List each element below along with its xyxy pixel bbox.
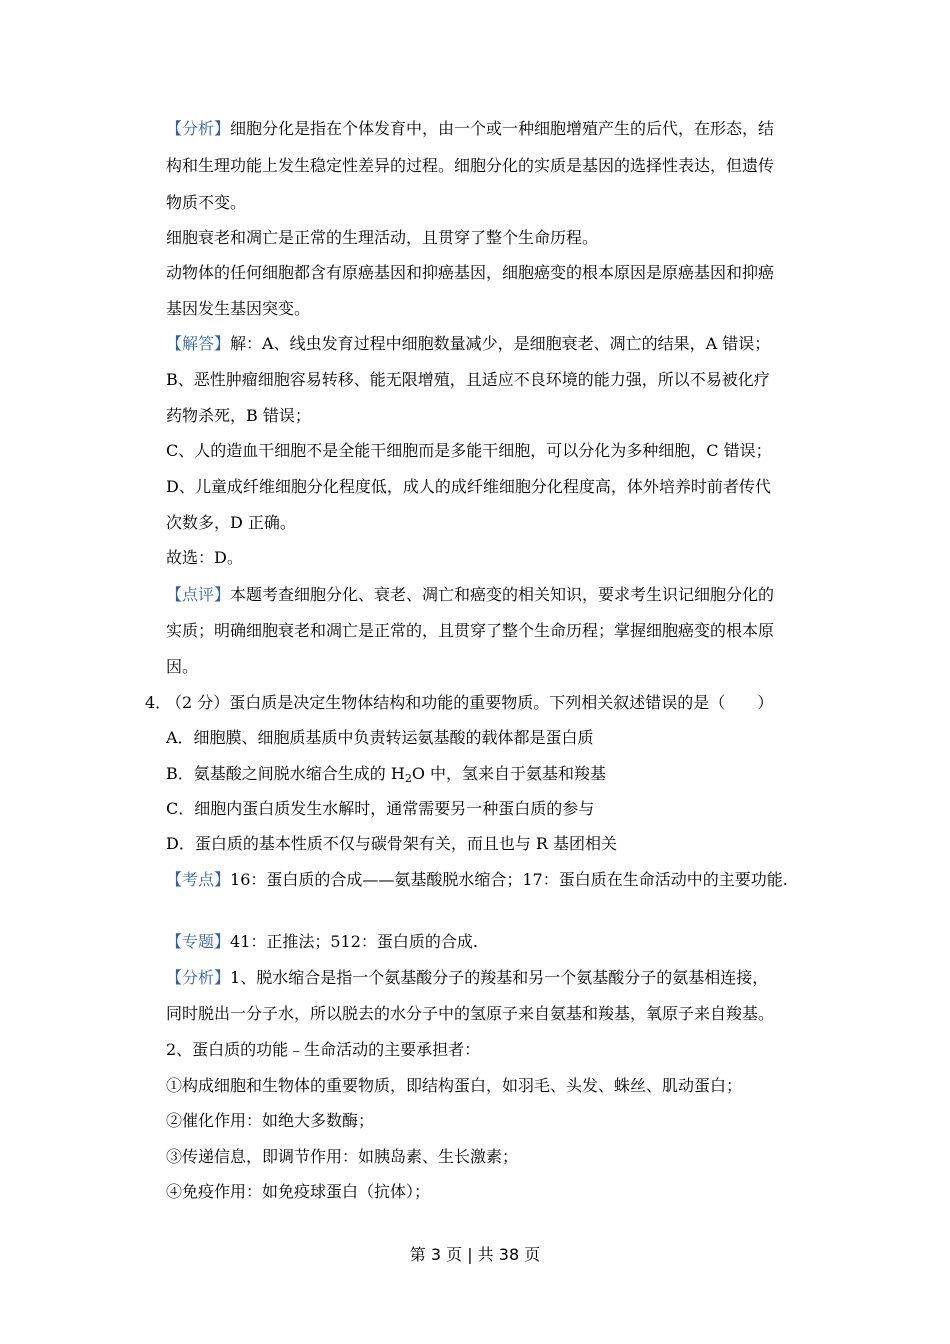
kaodian-tag: 【考点】	[166, 870, 231, 889]
analysis-tag: 【分析】	[166, 119, 231, 138]
question-number: 4．	[145, 693, 172, 712]
analysis2-line: ③传递信息，即调节作用：如胰岛素、生长激素；	[166, 1147, 519, 1166]
analysis2-line: ②催化作用：如绝大多数酶；	[166, 1111, 375, 1130]
analysis2-line: 同时脱出一分子水，所以脱去的水分子中的氢原子来自氨基和羧基，氧原子来自羧基。	[166, 1004, 775, 1023]
analysis-line: 动物体的任何细胞都含有原癌基因和抑癌基因，细胞癌变的根本原因是原癌基因和抑癌	[166, 263, 775, 282]
analysis-line: 基因发生基因突变。	[166, 299, 311, 318]
zhuanti-line: 【专题】41：正推法；512：蛋白质的合成.	[166, 932, 479, 951]
option-d: D．蛋白质的基本性质不仅与碳骨架有关，而且也与 R 基团相关	[166, 834, 618, 853]
analysis-line: 【分析】细胞分化是指在个体发育中，由一个或一种细胞增殖产生的后代，在形态，结	[166, 119, 775, 138]
comment-line: 因。	[166, 657, 199, 676]
analysis2-line: ④免疫作用：如免疫球蛋白（抗体）；	[166, 1182, 431, 1201]
answer-tag: 【解答】	[166, 334, 231, 353]
answer-line: D、儿童成纤维细胞分化程度低，成人的成纤维细胞分化程度高，体外培养时前者传代	[166, 477, 771, 496]
page-footer: 第 3 页 | 共 38 页	[409, 1245, 541, 1264]
analysis2-line: ①构成细胞和生物体的重要物质，即结构蛋白，如羽毛、头发、蛛丝、肌动蛋白；	[166, 1076, 743, 1095]
answer-line: 次数多，D 正确。	[166, 513, 296, 532]
analysis2-line: 【分析】1、脱水缩合是指一个氨基酸分子的羧基和另一个氨基酸分子的氨基相连接，	[166, 968, 769, 987]
answer-line: 【解答】解：A、线虫发育过程中细胞数量减少，是细胞衰老、凋亡的结果，A 错误；	[166, 334, 771, 353]
comment-tag: 【点评】	[166, 585, 231, 604]
analysis2-line: 2、蛋白质的功能﹣生命活动的主要承担者：	[166, 1040, 481, 1059]
question-stem: （2 分）蛋白质是决定生物体结构和功能的重要物质。下列相关叙述错误的是（ ）	[166, 693, 774, 712]
answer-line: C、人的造血干细胞不是全能干细胞而是多能干细胞，可以分化为多种细胞，C 错误；	[166, 441, 772, 460]
answer-line: 药物杀死，B 错误；	[166, 406, 311, 425]
comment-line: 【点评】本题考查细胞分化、衰老、凋亡和癌变的相关知识，要求考生识记细胞分化的	[166, 585, 775, 604]
comment-line: 实质；明确细胞衰老和凋亡是正常的，且贯穿了整个生命历程；掌握细胞癌变的根本原	[166, 621, 775, 640]
option-c: C．细胞内蛋白质发生水解时，通常需要另一种蛋白质的参与	[166, 799, 595, 818]
answer-line: B、恶性肿瘤细胞容易转移、能无限增殖，且适应不良环境的能力强，所以不易被化疗	[166, 370, 770, 389]
analysis-line: 构和生理功能上发生稳定性差异的过程。细胞分化的实质是基因的选择性表达，但遗传	[166, 156, 775, 175]
kaodian-line: 【考点】16：蛋白质的合成——氨基酸脱水缩合；17：蛋白质在生命活动中的主要功能.	[166, 870, 788, 889]
analysis2-tag: 【分析】	[166, 968, 231, 987]
option-a: A．细胞膜、细胞质基质中负责转运氨基酸的载体都是蛋白质	[166, 728, 594, 747]
analysis-line: 物质不变。	[166, 193, 247, 212]
answer-choice: 故选：D。	[166, 548, 243, 567]
zhuanti-tag: 【专题】	[166, 932, 231, 951]
analysis-line: 细胞衰老和凋亡是正常的生理活动，且贯穿了整个生命历程。	[166, 228, 599, 247]
option-b: B．氨基酸之间脱水缩合生成的 $H_2O$ 中，氢来自于氨基和羧基	[166, 764, 607, 785]
